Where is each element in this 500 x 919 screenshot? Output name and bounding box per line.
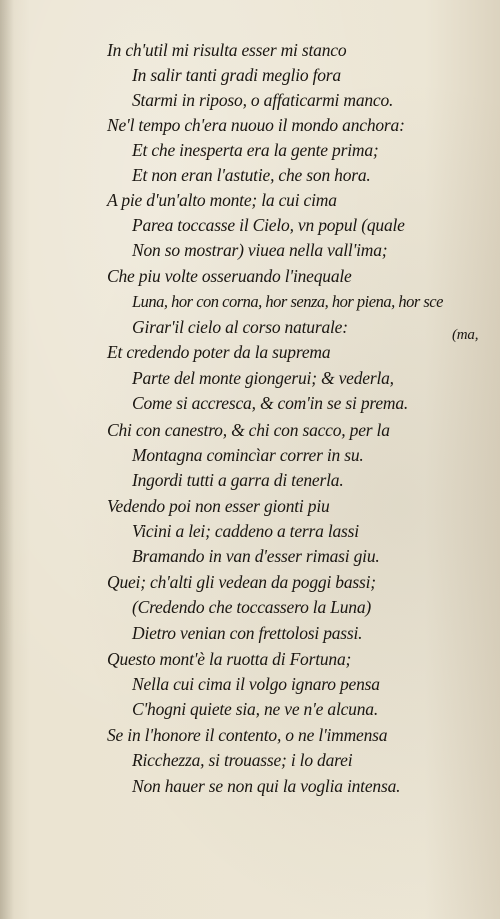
poem-line: Parea toccasse il Cielo, vn popul (quale bbox=[132, 215, 405, 235]
poem-line: Chi con canestro, & chi con sacco, per la bbox=[107, 420, 390, 440]
poem-line: (Credendo che toccassero la Luna) bbox=[132, 597, 371, 617]
poem-line: Montagna comincìar correr in su. bbox=[132, 445, 364, 465]
poem-line: Ne'l tempo ch'era nuouo il mondo anchora: bbox=[107, 115, 405, 135]
poem-line: Starmi in riposo, o affaticarmi manco. bbox=[132, 90, 394, 110]
poem-line: Ingordi tutti a garra di tenerla. bbox=[132, 470, 344, 490]
poem-line: Ricchezza, si trouasse; i lo darei bbox=[132, 750, 353, 770]
poem-line: Vedendo poi non esser gionti piu bbox=[107, 496, 330, 516]
poem-line: Dietro venian con frettolosi passi. bbox=[132, 623, 363, 643]
poem-line: C'hogni quiete sia, ne ve n'e alcuna. bbox=[132, 699, 378, 719]
poem-line: Et non eran l'astutie, che son hora. bbox=[132, 165, 371, 185]
poem-line: A pie d'un'alto monte; la cui cima bbox=[107, 190, 337, 210]
poem-line: Se in l'honore il contento, o ne l'immensa bbox=[107, 725, 388, 745]
poem-line: In ch'util mi risulta esser mi stanco bbox=[107, 40, 347, 60]
page-gutter-shadow bbox=[0, 0, 14, 919]
poem-line: Vicini a lei; caddeno a terra lassi bbox=[132, 521, 359, 541]
poem-line: In salir tanti gradi meglio fora bbox=[132, 65, 341, 85]
poem-line: Come si accresca, & com'in se si prema. bbox=[132, 393, 409, 413]
poem-line: Et che inesperta era la gente prima; bbox=[132, 140, 379, 160]
poem-line: Quei; ch'alti gli vedean da poggi bassi; bbox=[107, 572, 376, 592]
poem-line: Girar'il cielo al corso naturale: bbox=[132, 317, 348, 337]
poem-line-carryover: (ma, bbox=[452, 327, 479, 343]
poem-line: Questo mont'è la ruotta di Fortuna; bbox=[107, 649, 352, 669]
poem-line: Non hauer se non qui la voglia intensa. bbox=[132, 776, 401, 796]
poem-line: Et credendo poter da la suprema bbox=[107, 342, 331, 362]
poem-line: Nella cui cima il volgo ignaro pensa bbox=[132, 674, 380, 694]
poem-line: Non so mostrar) viuea nella vall'ima; bbox=[132, 240, 388, 260]
poem-line: Luna, hor con corna, hor senza, hor piena, hor sce bbox=[132, 292, 443, 311]
poem-line: Che piu volte osseruando l'inequale bbox=[107, 266, 352, 286]
poem-line: Bramando in van d'esser rimasi giu. bbox=[132, 546, 380, 566]
poem-line: Parte del monte giongerui; & vederla, bbox=[132, 368, 394, 388]
